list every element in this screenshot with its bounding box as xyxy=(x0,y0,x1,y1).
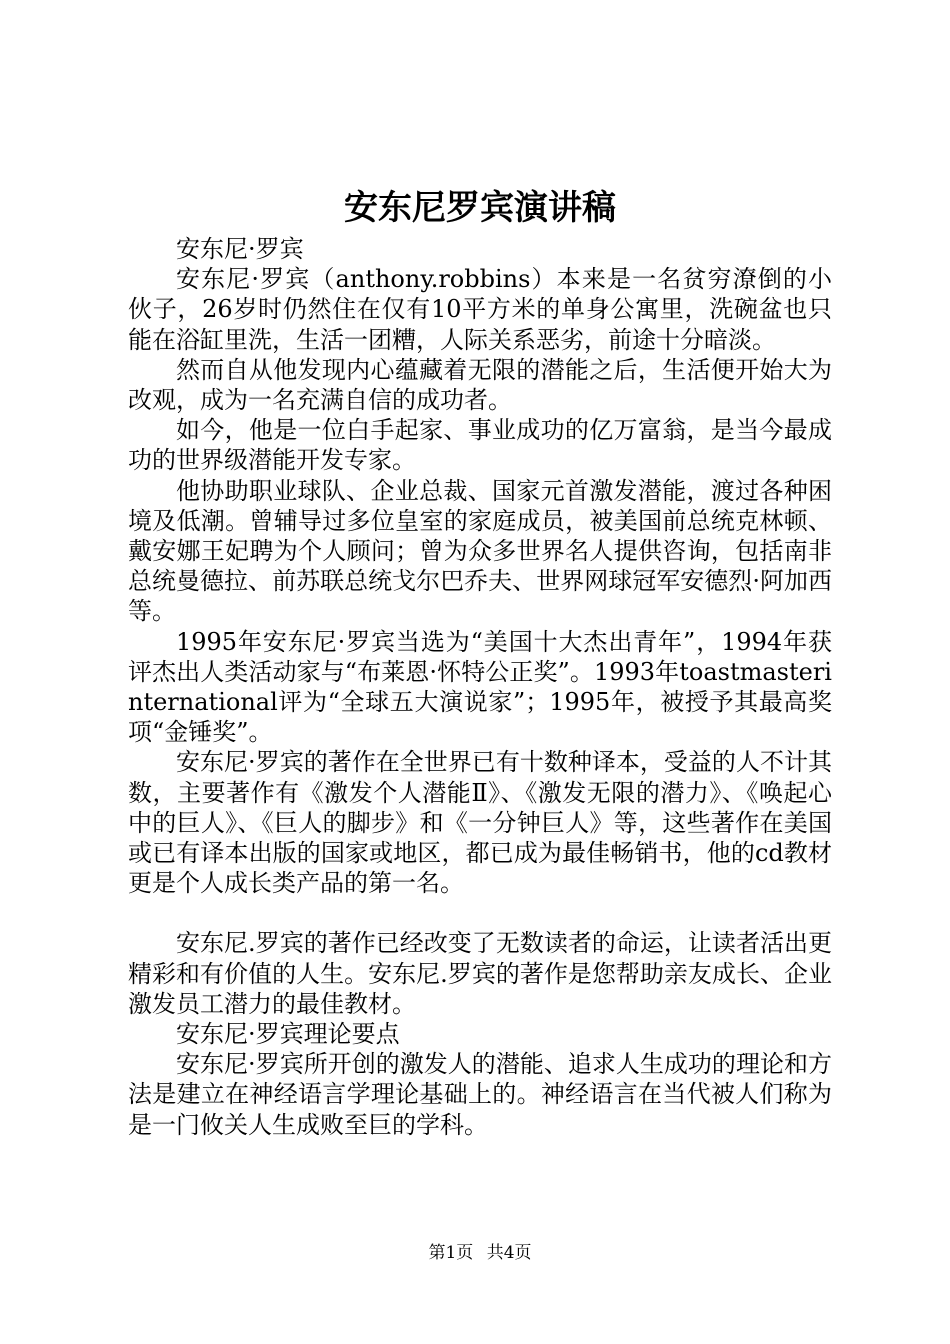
paragraph-spacer xyxy=(128,898,832,928)
paragraph-intro: 安东尼·罗宾（anthony.robbins）本来是一名贫穷潦倒的小伙子，26岁时仍然住在仅有10平方米的单身公寓里，洗碗盆也只能在浴缸里洗，生活一团糟，人际关系恶劣，前途十分暗淡。 xyxy=(128,265,832,354)
page-total: 共4页 xyxy=(486,1243,532,1263)
paragraph-subtitle: 安东尼·罗宾 xyxy=(176,235,304,263)
paragraph-awards: 1995年安东尼·罗宾当选为“美国十大杰出青年”，1994年获评杰出人类活动家与“布莱恩·怀特公正奖”。1993年toastmasterinternational评为“全球五大演说家”；1995年，被授予其最高奖项“金锤奖”。 xyxy=(128,627,832,747)
paragraph-impact: 安东尼.罗宾的著作已经改变了无数读者的命运，让读者活出更精彩和有价值的人生。安东尼.罗宾的著作是您帮助亲友成长、企业激发员工潜力的最佳教材。 xyxy=(128,929,832,1018)
paragraph-today: 如今，他是一位白手起家、事业成功的亿万富翁，是当今最成功的世界级潜能开发专家。 xyxy=(128,416,832,475)
document-body xyxy=(128,234,832,1140)
paragraph-books: 安东尼·罗宾的著作在全世界已有十数种译本，受益的人不计其数，主要著作有《激发个人潜能Ⅱ》、《激发无限的潜力》、《唤起心中的巨人》、《巨人的脚步》和《一分钟巨人》等，这些著作在美国或已有译本出版的国家或地区，都已成为最佳畅销书，他的cd教材更是个人成长类产品的第一名。 xyxy=(128,748,832,898)
section-heading-theory: 安东尼·罗宾理论要点 xyxy=(176,1020,400,1049)
page-number: 第1页 xyxy=(428,1243,474,1263)
document-title: 安东尼罗宾演讲稿 xyxy=(344,188,616,228)
paragraph-turning-point: 然而自从他发现内心蕴藏着无限的潜能之后，生活便开始大为改观，成为一名充满自信的成功者。 xyxy=(128,355,832,415)
paragraph-clients: 他协助职业球队、企业总裁、国家元首激发潜能，渡过各种困境及低潮。曾辅导过多位皇室的家庭成员，被美国前总统克林顿、戴安娜王妃聘为个人顾问；曾为众多世界名人提供咨询，包括南非总统曼德拉、前苏联总统戈尔巴乔夫、世界网球冠军安德烈·阿加西等。 xyxy=(128,476,832,626)
paragraph-theory: 安东尼·罗宾所开创的激发人的潜能、追求人生成功的理论和方法是建立在神经语言学理论基础上的。神经语言在当代被人们称为是一门攸关人生成败至巨的学科。 xyxy=(128,1050,832,1139)
page-footer xyxy=(0,1241,950,1265)
